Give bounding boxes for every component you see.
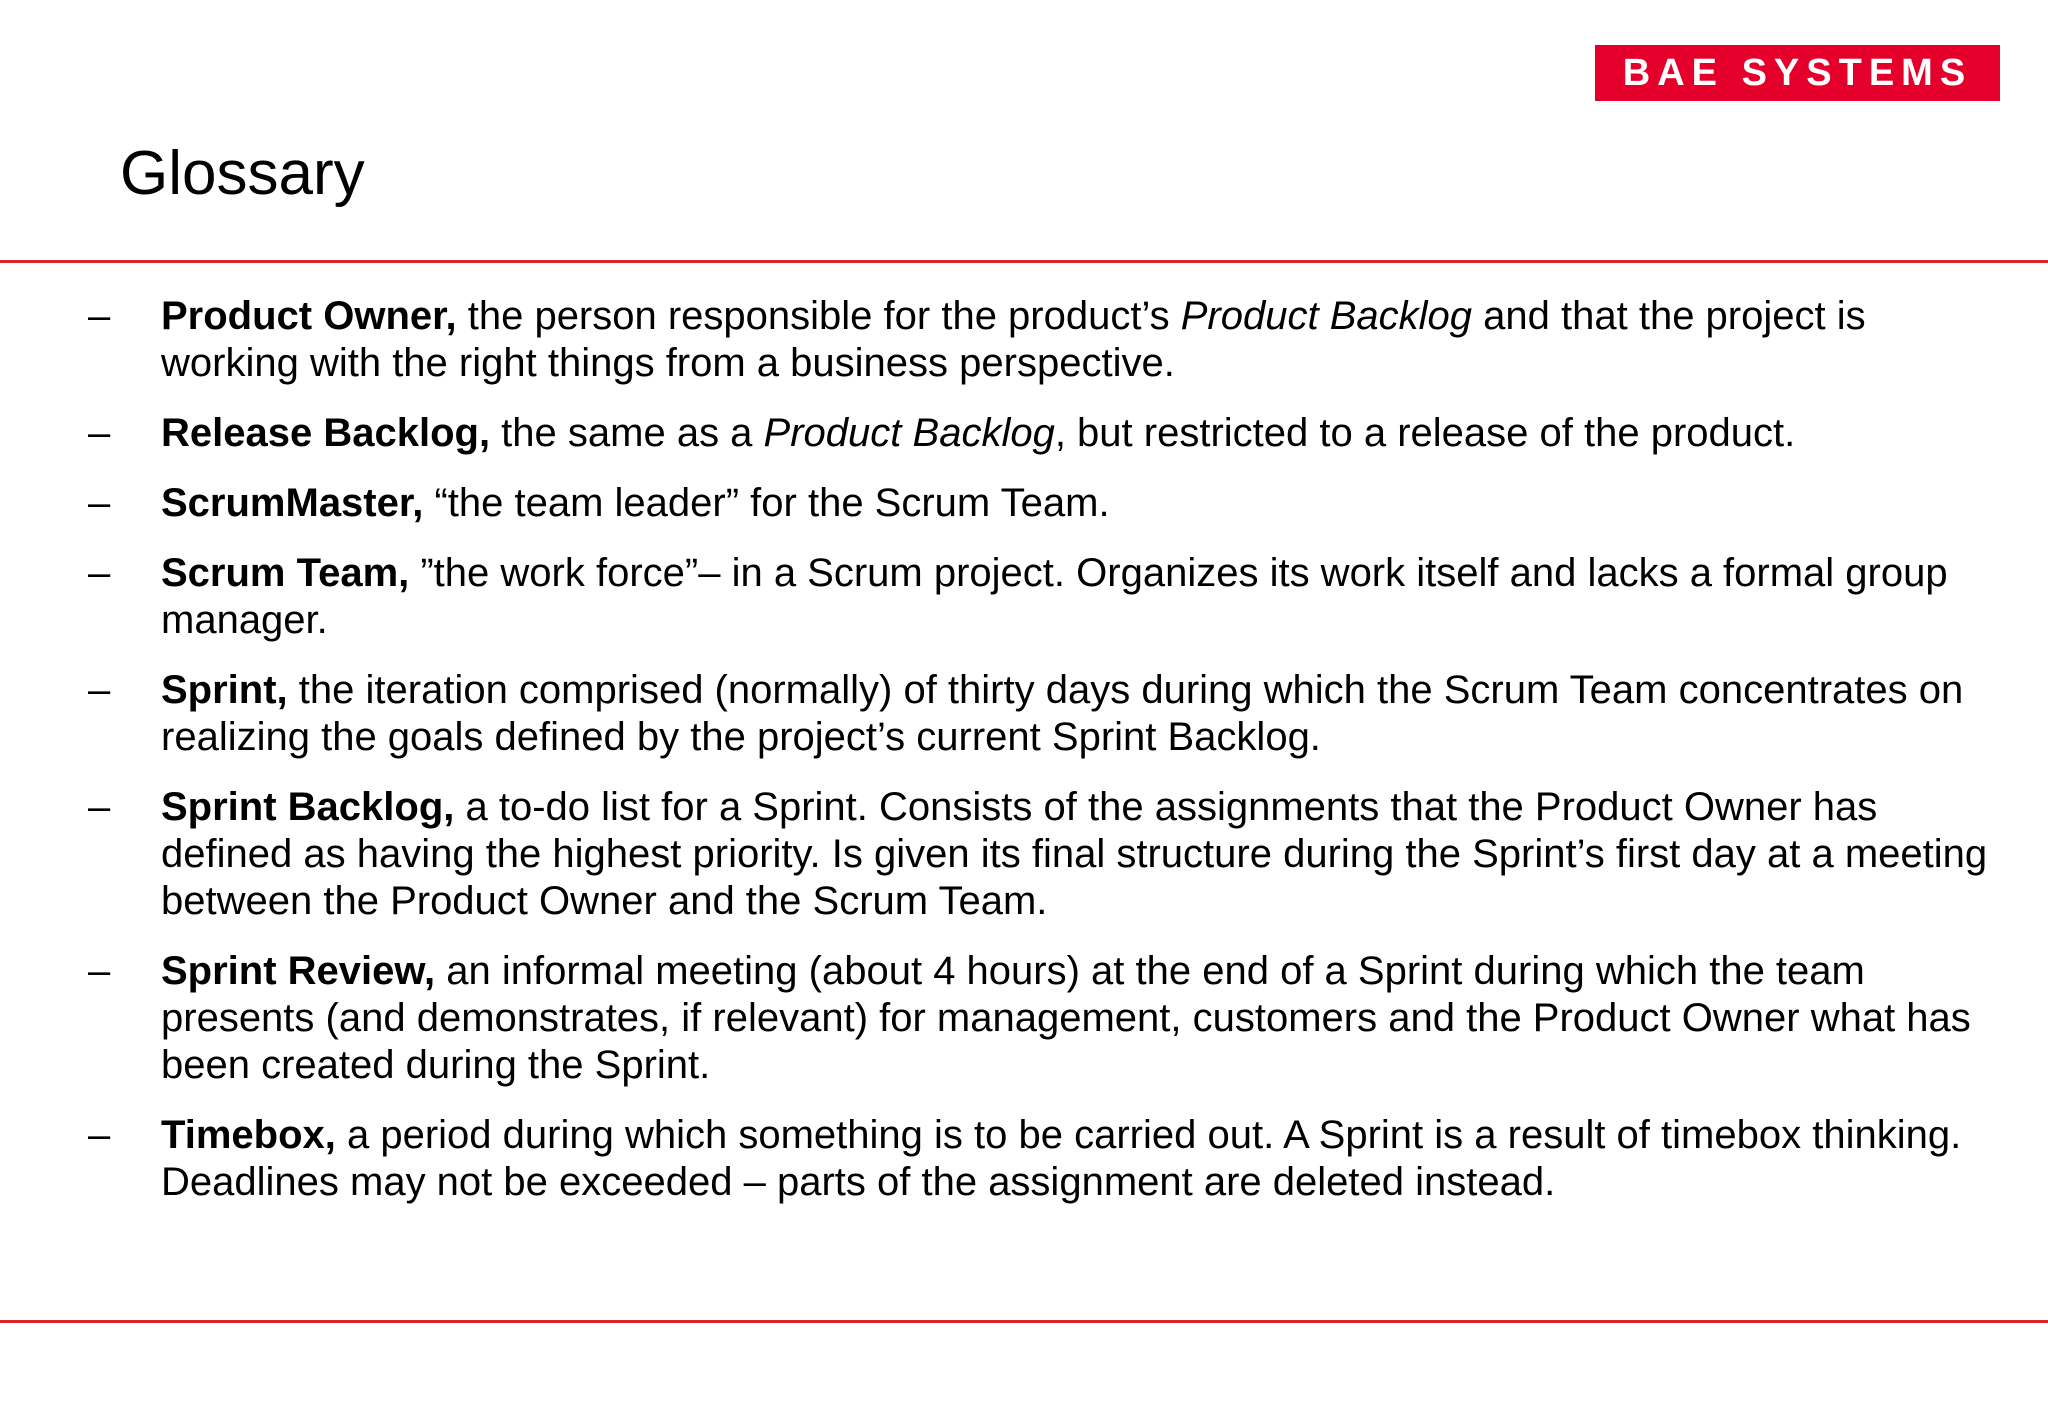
glossary-definition-text: , but restricted to a release of the product. [1054,411,1796,455]
dash-bullet-icon: – [88,411,111,455]
glossary-definition-text: the person responsible for the product’s [456,294,1181,338]
dash-bullet-icon: – [88,668,111,712]
glossary-emphasis: Product Backlog [1180,294,1473,338]
glossary-term: Release Backlog, [161,411,491,455]
bae-systems-logo: BAE SYSTEMS [1595,45,2000,101]
dash-bullet-icon: – [88,294,111,338]
page-title: Glossary [120,139,365,208]
glossary-definition-text: “the team leader” for the Scrum Team. [423,481,1110,525]
glossary-definition-text: and that the project is working with the right things from a business perspective. [161,294,1866,385]
glossary-entry [88,480,2008,527]
glossary-term: ScrumMaster, [161,481,424,525]
dash-bullet-icon: – [88,481,111,525]
top-divider [0,260,2048,263]
glossary-entry [88,550,2008,644]
glossary-entry [88,293,2008,387]
dash-bullet-icon: – [88,949,111,993]
bottom-divider [0,1320,2048,1323]
glossary-entry [88,948,2008,1089]
glossary-definition-text: a period during which something is to be carried out. A Sprint is a result of timebox thinking. Deadlines may not be exceeded – parts of the assignment are deleted instead. [161,1113,1962,1204]
dash-bullet-icon: – [88,551,111,595]
glossary-definition-text: an informal meeting (about 4 hours) at the end of a Sprint during which the team presents (and demonstrates, if relevant) for management, customers and the Product Owner what has been created during the Sprint. [161,949,1971,1087]
glossary-term: Scrum Team, [161,551,410,595]
glossary-emphasis: Product Backlog [763,411,1055,455]
glossary-term: Sprint, [161,668,288,712]
glossary-definition-text: a to-do list for a Sprint. Consists of the assignments that the Product Owner has defined as having the highest priority. Is given its final structure during the Sprint’s first day at a meeting between the Product Owner and the Scrum Team. [161,785,1988,923]
glossary-definition-text: the same as a [490,411,764,455]
glossary-entry [88,410,2008,457]
glossary-entry [88,1112,2008,1206]
glossary-term: Timebox, [161,1113,336,1157]
glossary-definition-text: ”the work force”– in a Scrum project. Organizes its work itself and lacks a formal group manager. [161,551,1948,642]
glossary-term: Product Owner, [161,294,457,338]
glossary-list [88,293,2008,1229]
glossary-entry [88,784,2008,925]
dash-bullet-icon: – [88,1113,111,1157]
dash-bullet-icon: – [88,785,111,829]
glossary-entry [88,667,2008,761]
glossary-term: Sprint Review, [161,949,436,993]
glossary-term: Sprint Backlog, [161,785,455,829]
glossary-definition-text: the iteration comprised (normally) of thirty days during which the Scrum Team concentrates on realizing the goals defined by the project’s current Sprint Backlog. [161,668,1964,759]
